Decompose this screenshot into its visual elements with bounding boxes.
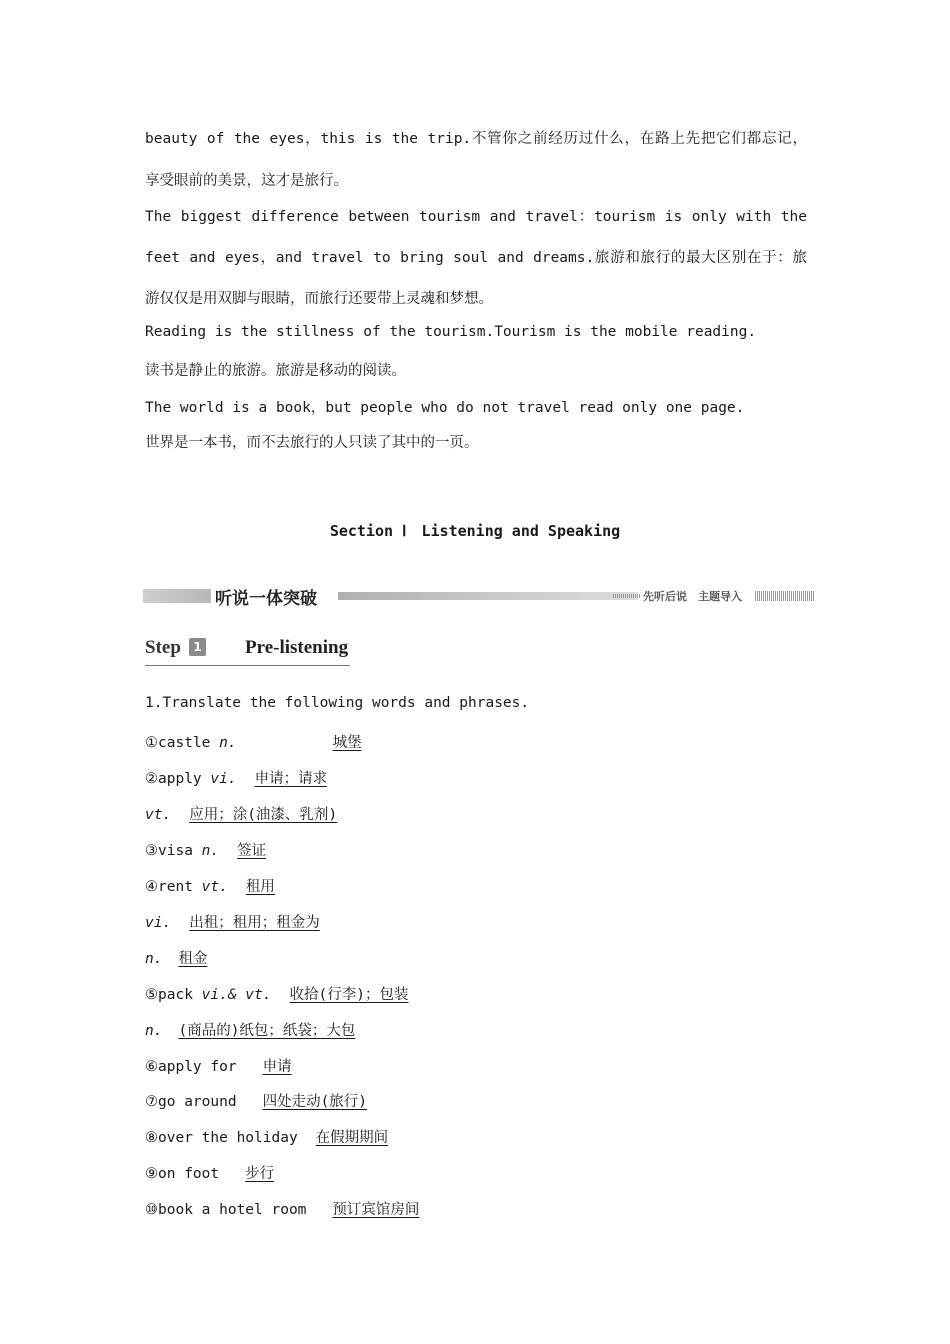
intro-line-2: 享受眼前的美景，这才是旅行。 — [145, 173, 348, 189]
exercise-instruction: 1.Translate the following words and phrases. — [145, 695, 530, 711]
list-item: ⑦go around 四处走动(旅行) — [145, 1094, 368, 1110]
intro-line-1: beauty of the eyes，this is the trip.不管你之前经历过什么，在路上先把它们都忘记， — [145, 131, 807, 147]
intro-line-9: 世界是一本书，而不去旅行的人只读了其中的一页。 — [145, 435, 479, 451]
section-title: Section Ⅰ Listening and Speaking — [329, 522, 621, 540]
answer: 出租；租用；租金为 — [189, 915, 320, 931]
answer: 签证 — [237, 843, 267, 859]
intro-line-6: Reading is the stillness of the tourism.Tourism is the mobile reading. — [145, 324, 757, 340]
answer: 租用 — [245, 879, 275, 895]
banner-subtitle: 先听后说 主题导入 — [643, 590, 742, 603]
list-item: ①castle n. 城堡 — [145, 735, 362, 751]
answer: 步行 — [245, 1166, 275, 1182]
list-item: ③visa n. 签证 — [145, 843, 267, 859]
answer: 收拾(行李)；包装 — [289, 987, 409, 1003]
step-number-badge: 1 — [189, 638, 206, 656]
list-item: ⑨on foot 步行 — [145, 1166, 275, 1182]
list-item: ②apply vi. 申请；请求 — [145, 771, 328, 787]
answer: 预订宾馆房间 — [332, 1202, 420, 1218]
list-item: ⑩book a hotel room 预订宾馆房间 — [145, 1202, 420, 1218]
answer: (商品的)纸包；纸袋；大包 — [178, 1023, 356, 1039]
answer: 应用；涂(油漆、乳剂) — [189, 807, 338, 823]
list-item: vt. 应用；涂(油漆、乳剂) — [145, 807, 338, 823]
intro-line-4: feet and eyes，and travel to bring soul and dreams.旅游和旅行的最大区别在于：旅 — [145, 250, 807, 266]
answer: 在假期期间 — [315, 1130, 389, 1146]
answer: 申请 — [262, 1059, 292, 1075]
list-item: n. (商品的)纸包；纸袋；大包 — [145, 1023, 356, 1039]
banner-title: 听说一体突破 — [215, 589, 317, 609]
intro-line-3: The biggest difference between tourism and travel：tourism is only with the — [145, 209, 807, 225]
step-label: Step — [145, 637, 181, 658]
section-banner — [143, 583, 815, 609]
list-item: n. 租金 — [145, 951, 208, 967]
intro-line-7: 读书是静止的旅游。旅游是移动的阅读。 — [145, 363, 406, 379]
list-item: ⑧over the holiday 在假期期间 — [145, 1130, 389, 1146]
answer: 城堡 — [332, 735, 362, 751]
step-name: Pre-listening — [245, 637, 349, 658]
list-item: ④rent vt. 租用 — [145, 879, 275, 895]
step-header — [145, 635, 350, 666]
answer: 申请；请求 — [254, 771, 328, 787]
intro-line-5: 游仅仅是用双脚与眼睛，而旅行还要带上灵魂和梦想。 — [145, 291, 493, 307]
answer: 四处走动(旅行) — [262, 1094, 368, 1110]
intro-line-8: The world is a book，but people who do not travel read only one page. — [145, 400, 745, 416]
answer: 租金 — [178, 951, 208, 967]
list-item: vi. 出租；租用；租金为 — [145, 915, 320, 931]
list-item: ⑥apply for 申请 — [145, 1059, 292, 1075]
list-item: ⑤pack vi.& vt. 收拾(行李)；包装 — [145, 987, 409, 1003]
